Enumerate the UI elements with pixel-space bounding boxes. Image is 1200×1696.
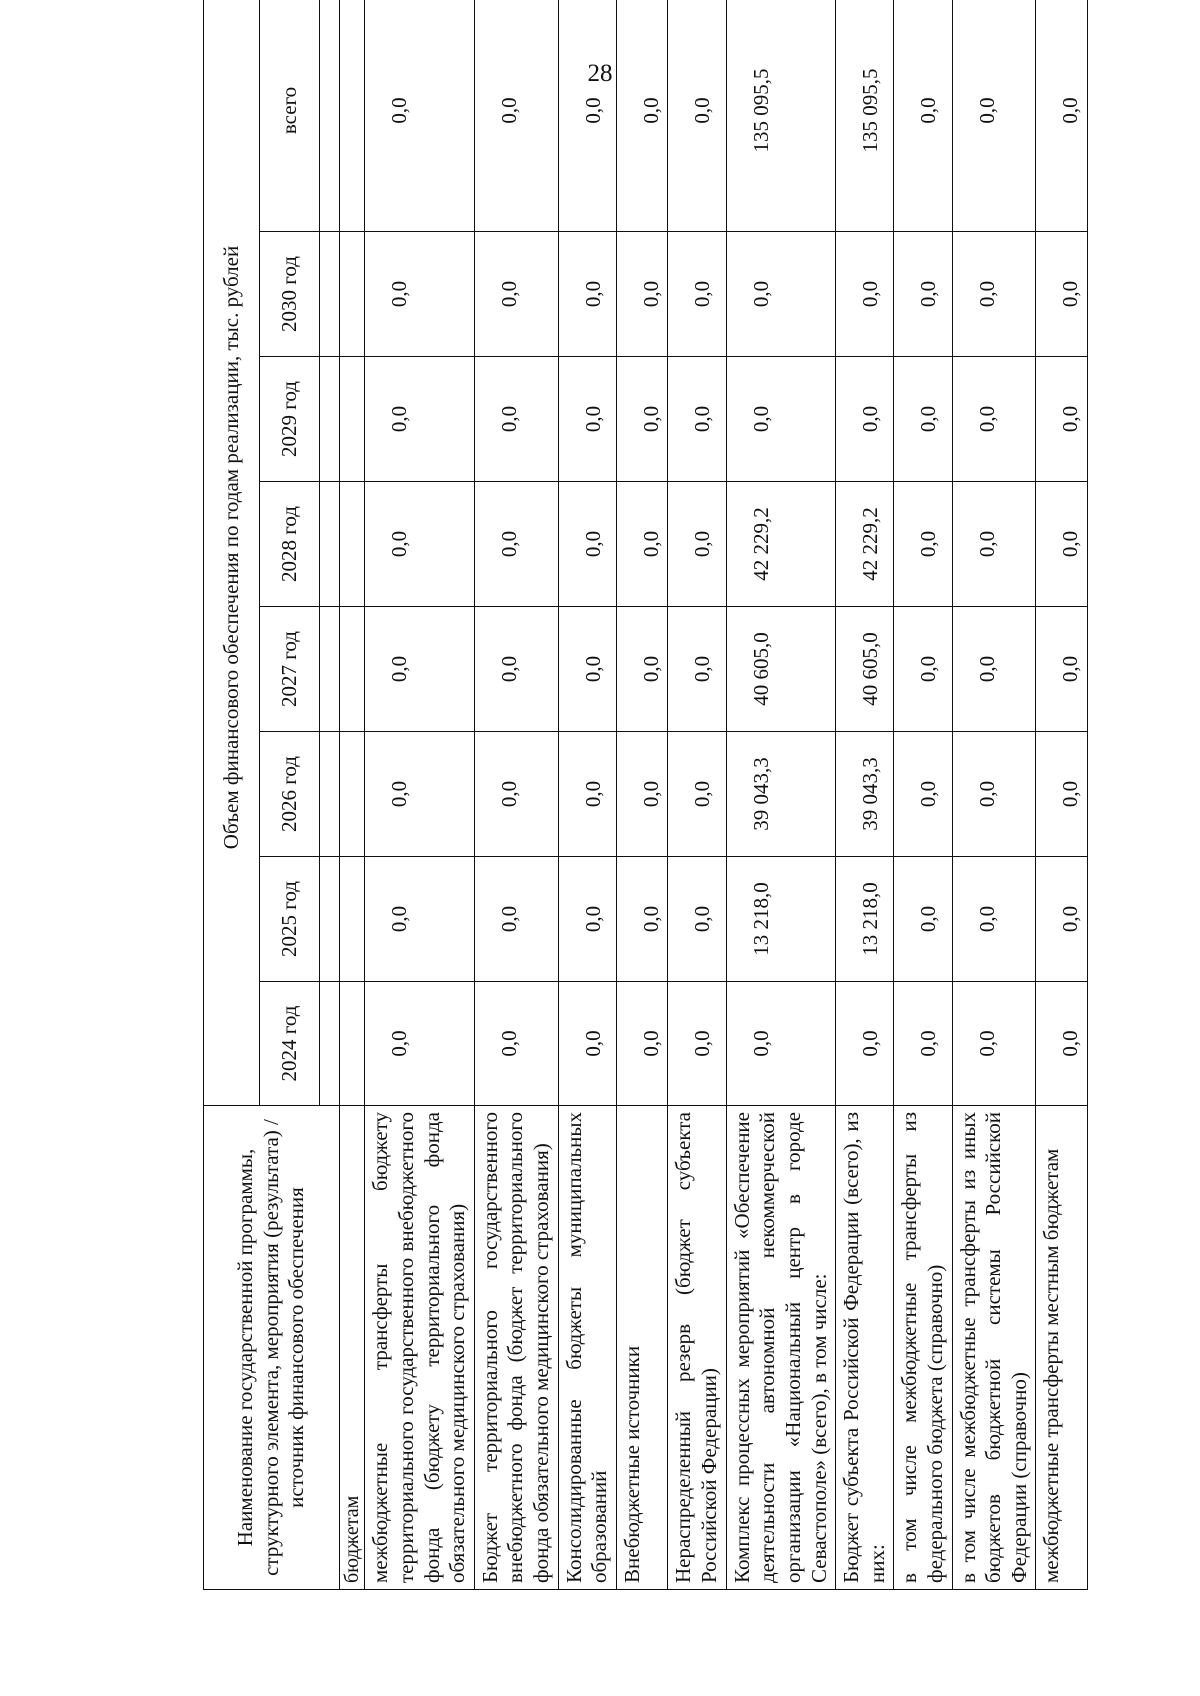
- year-value-cell: 0,0: [726, 357, 835, 482]
- year-value-cell: 0,0: [365, 357, 474, 482]
- year-value-cell: 0,0: [668, 482, 726, 607]
- year-value-cell: [340, 857, 365, 982]
- blank-cell: [320, 607, 340, 732]
- year-value-cell: 0,0: [726, 232, 835, 357]
- year-value-cell: 0,0: [894, 232, 952, 357]
- volume-column-header: Объем финансового обеспечения по годам реализации, тыс. рублей: [204, 0, 260, 1106]
- total-value-cell: 0,0: [1036, 0, 1088, 232]
- year-value-cell: [340, 607, 365, 732]
- year-value-cell: 0,0: [365, 982, 474, 1106]
- total-header: всего: [260, 0, 320, 232]
- header-row-1: [204, 0, 260, 1590]
- year-value-cell: 0,0: [474, 482, 558, 607]
- year-value-cell: 0,0: [616, 732, 668, 857]
- year-header: 2028 год: [260, 482, 320, 607]
- year-value-cell: 0,0: [365, 732, 474, 857]
- total-value-cell: 0,0: [558, 0, 616, 232]
- year-value-cell: 0,0: [952, 482, 1036, 607]
- year-value-cell: 0,0: [894, 482, 952, 607]
- blank-cell: [320, 482, 340, 607]
- year-value-cell: 0,0: [1036, 607, 1088, 732]
- year-value-cell: 0,0: [952, 607, 1036, 732]
- total-value-cell: 135 095,5: [836, 0, 894, 232]
- year-value-cell: 0,0: [894, 857, 952, 982]
- table-row: [1036, 0, 1088, 1590]
- table-row: [474, 0, 558, 1590]
- total-value-cell: 0,0: [365, 0, 474, 232]
- year-value-cell: 0,0: [558, 607, 616, 732]
- blank-cell: [320, 0, 340, 232]
- row-name-cell: Бюджет территориального государственного внебюджетного фонда (бюджет территориального фонда обязательного медицинского страхования): [474, 1106, 558, 1590]
- year-value-cell: 0,0: [836, 232, 894, 357]
- year-value-cell: 0,0: [1036, 857, 1088, 982]
- year-value-cell: 0,0: [558, 982, 616, 1106]
- table-row: [952, 0, 1036, 1590]
- year-value-cell: [340, 357, 365, 482]
- year-value-cell: 0,0: [668, 857, 726, 982]
- name-column-header: Наименование государственной программы, структурного элемента, мероприятия (результата) / источник финансового обеспечения: [204, 1106, 340, 1590]
- row-name-cell: в том числе межбюджетные трансферты из федерального бюджета (справочно): [894, 1106, 952, 1590]
- row-name-cell: Комплекс процессных мероприятий «Обеспечение деятельности автономной некоммерческой организации «Национальный центр в городе Севастополе» (всего), в том числе:: [726, 1106, 835, 1590]
- year-header: 2026 год: [260, 732, 320, 857]
- year-header: 2027 год: [260, 607, 320, 732]
- row-name-cell: бюджетам: [340, 1106, 365, 1590]
- year-value-cell: 0,0: [616, 232, 668, 357]
- year-value-cell: [340, 232, 365, 357]
- year-value-cell: 0,0: [1036, 482, 1088, 607]
- year-value-cell: 0,0: [474, 607, 558, 732]
- year-value-cell: 0,0: [952, 982, 1036, 1106]
- year-value-cell: 0,0: [558, 357, 616, 482]
- year-value-cell: 0,0: [894, 607, 952, 732]
- year-value-cell: 0,0: [474, 357, 558, 482]
- year-value-cell: 0,0: [558, 482, 616, 607]
- year-value-cell: 0,0: [616, 482, 668, 607]
- year-value-cell: 0,0: [894, 357, 952, 482]
- year-value-cell: 0,0: [952, 732, 1036, 857]
- table-body: [204, 0, 1088, 1590]
- row-name-cell: Консолидированные бюджеты муниципальных образований: [558, 1106, 616, 1590]
- year-value-cell: 0,0: [836, 982, 894, 1106]
- row-name-cell: межбюджетные трансферты местным бюджетам: [1036, 1106, 1088, 1590]
- year-value-cell: 0,0: [1036, 232, 1088, 357]
- blank-cell: [320, 732, 340, 857]
- year-value-cell: 39 043,3: [726, 732, 835, 857]
- year-value-cell: 13 218,0: [726, 857, 835, 982]
- year-value-cell: 0,0: [616, 982, 668, 1106]
- table-row: [616, 0, 668, 1590]
- table-row: [836, 0, 894, 1590]
- year-value-cell: 0,0: [474, 732, 558, 857]
- total-value-cell: 0,0: [668, 0, 726, 232]
- row-name-cell: Внебюджетные источники: [616, 1106, 668, 1590]
- row-name-cell: в том числе межбюджетные трансферты из иных бюджетов бюджетной системы Российской Федерации (справочно): [952, 1106, 1036, 1590]
- year-value-cell: 13 218,0: [836, 857, 894, 982]
- year-header: 2024 год: [260, 982, 320, 1106]
- blank-cell: [320, 857, 340, 982]
- year-value-cell: 39 043,3: [836, 732, 894, 857]
- year-value-cell: 0,0: [616, 857, 668, 982]
- page-number: 28: [587, 60, 613, 87]
- year-value-cell: 0,0: [894, 732, 952, 857]
- year-value-cell: 42 229,2: [726, 482, 835, 607]
- year-value-cell: 0,0: [668, 232, 726, 357]
- year-value-cell: 0,0: [365, 482, 474, 607]
- year-header: 2029 год: [260, 357, 320, 482]
- year-value-cell: 0,0: [474, 982, 558, 1106]
- year-value-cell: [340, 732, 365, 857]
- year-value-cell: 0,0: [952, 232, 1036, 357]
- year-value-cell: 0,0: [1036, 982, 1088, 1106]
- blank-cell: [320, 357, 340, 482]
- row-name-cell: Бюджет субъекта Российской Федерации (всего), из них:: [836, 1106, 894, 1590]
- table-row: [365, 0, 474, 1590]
- table-row: [668, 0, 726, 1590]
- year-header: 2025 год: [260, 857, 320, 982]
- total-value-cell: [340, 0, 365, 232]
- year-value-cell: 0,0: [1036, 732, 1088, 857]
- table-row: [726, 0, 835, 1590]
- year-value-cell: 0,0: [558, 857, 616, 982]
- year-value-cell: 0,0: [558, 232, 616, 357]
- year-value-cell: 0,0: [894, 982, 952, 1106]
- year-value-cell: 0,0: [726, 982, 835, 1106]
- year-value-cell: 0,0: [365, 857, 474, 982]
- blank-cell: [320, 982, 340, 1106]
- year-value-cell: 0,0: [474, 857, 558, 982]
- table-row: [894, 0, 952, 1590]
- rotated-table-wrapper: [203, 0, 1083, 1590]
- table-row: [340, 0, 365, 1590]
- year-value-cell: 0,0: [365, 607, 474, 732]
- year-header: 2030 год: [260, 232, 320, 357]
- year-value-cell: 0,0: [836, 357, 894, 482]
- total-value-cell: 135 095,5: [726, 0, 835, 232]
- table-row: [558, 0, 616, 1590]
- year-value-cell: [340, 982, 365, 1106]
- year-value-cell: 0,0: [1036, 357, 1088, 482]
- row-name-cell: Нераспределенный резерв (бюджет субъекта Российской Федерации): [668, 1106, 726, 1590]
- year-value-cell: [340, 482, 365, 607]
- year-value-cell: 0,0: [668, 982, 726, 1106]
- total-value-cell: 0,0: [616, 0, 668, 232]
- year-value-cell: 0,0: [668, 607, 726, 732]
- year-value-cell: 40 605,0: [836, 607, 894, 732]
- year-value-cell: 0,0: [365, 232, 474, 357]
- year-value-cell: 0,0: [668, 732, 726, 857]
- blank-cell: [320, 232, 340, 357]
- row-name-cell: межбюджетные трансферты бюджету территориального государственного внебюджетного фонда (бюджету территориального фонда обязательного медицинского страхования): [365, 1106, 474, 1590]
- year-value-cell: 0,0: [668, 357, 726, 482]
- financing-table: [203, 0, 1088, 1590]
- year-value-cell: 42 229,2: [836, 482, 894, 607]
- year-value-cell: 0,0: [558, 732, 616, 857]
- total-value-cell: 0,0: [894, 0, 952, 232]
- year-value-cell: 0,0: [616, 357, 668, 482]
- year-value-cell: 0,0: [952, 357, 1036, 482]
- year-value-cell: 0,0: [474, 232, 558, 357]
- year-value-cell: 0,0: [952, 857, 1036, 982]
- total-value-cell: 0,0: [952, 0, 1036, 232]
- total-value-cell: 0,0: [474, 0, 558, 232]
- year-value-cell: 0,0: [616, 607, 668, 732]
- year-value-cell: 40 605,0: [726, 607, 835, 732]
